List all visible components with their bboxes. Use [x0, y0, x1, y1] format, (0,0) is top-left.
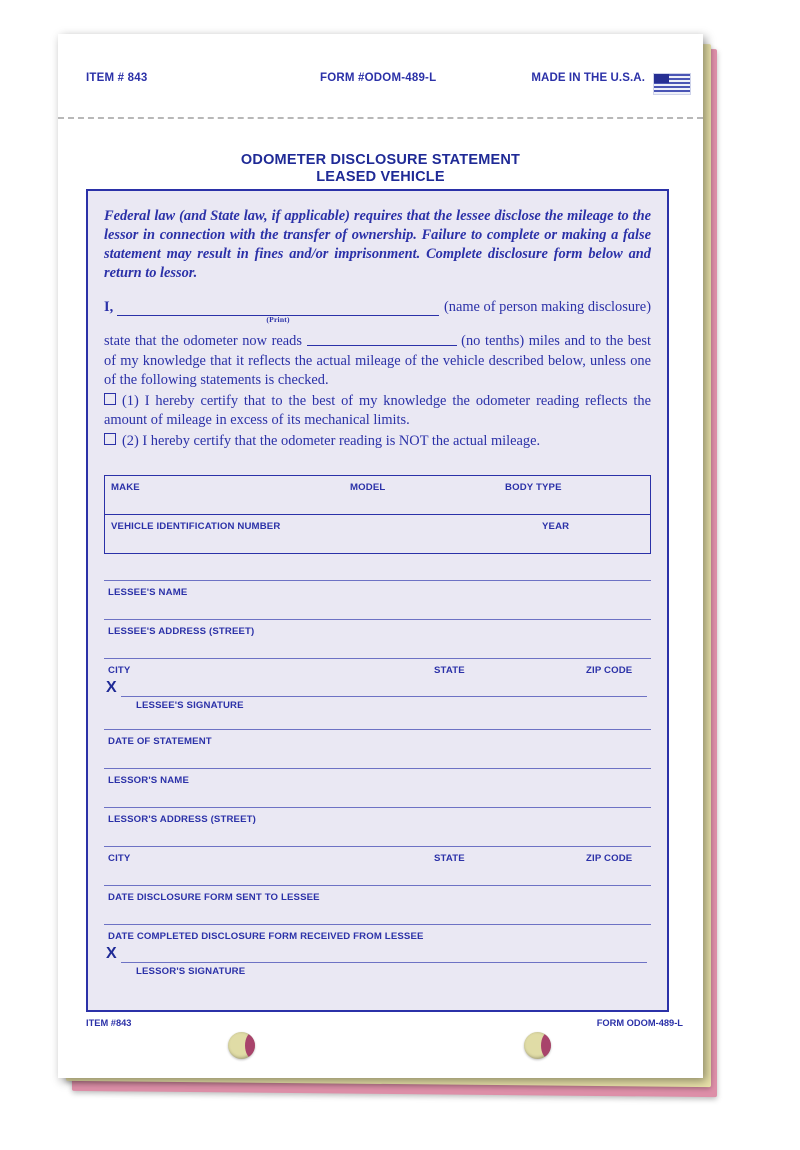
field-lessor-city-state-zip[interactable] [104, 846, 651, 885]
page-top-strip [58, 34, 703, 117]
vehicle-vin-label: VEHICLE IDENTIFICATION NUMBER [111, 521, 281, 532]
vehicle-year-label: YEAR [542, 521, 570, 532]
flag-canton [654, 74, 669, 83]
made-in-usa-label: MADE IN THE U.S.A. [531, 72, 645, 84]
checkbox-option-2[interactable] [104, 433, 116, 445]
field-date-of-statement[interactable] [104, 729, 651, 768]
odometer-statement-prefix: state that the odometer now reads [104, 333, 302, 349]
field-date-received-label: DATE COMPLETED DISCLOSURE FORM RECEIVED FROM LESSEE [108, 931, 424, 942]
odometer-statement-text [104, 332, 651, 391]
page-title-line-1: ODOMETER DISCLOSURE STATEMENT [240, 152, 521, 168]
header-row [58, 72, 703, 90]
lessee-signature-rule [121, 696, 647, 697]
odometer-statement-suffix: (no tenths) miles and to the best of my knowledge that it reflects the actual mileage of the vehicle described below, unless one of the following statements is checked. [104, 333, 651, 388]
checkbox-option-1[interactable] [104, 393, 116, 405]
perforation-line [58, 117, 703, 119]
vehicle-information-table [104, 475, 651, 554]
disclosure-name-suffix: (name of person making disclosure) [443, 299, 651, 315]
legal-notice-text: Federal law (and State law, if applicable) requires that the lessee disclose the mileage to the lessor in connection with the transfer of ownership. Failure to complete or making a false statement may result in fines and/or imprisonment. Complete disclosure form below and return to lessor. [104, 208, 651, 281]
footer-form-number: FORM ODOM-489-L [596, 1018, 683, 1028]
field-lessor-signature[interactable] [104, 945, 651, 981]
field-date-received-from-lessee[interactable] [104, 924, 651, 947]
page-footer [86, 1018, 683, 1032]
certification-option-2-label: (2) I hereby certify that the odometer reading is NOT the actual mileage. [122, 432, 541, 449]
header-item-number: ITEM # 843 [86, 72, 148, 84]
field-lessor-name[interactable] [104, 768, 651, 807]
field-lessor-name-label: LESSOR'S NAME [108, 775, 189, 786]
form-body-box [86, 189, 669, 1012]
field-date-of-statement-label: DATE OF STATEMENT [108, 736, 212, 747]
field-lessee-signature-label: LESSEE'S SIGNATURE [136, 700, 244, 711]
certification-option-1[interactable] [104, 392, 651, 431]
lessor-signature-rule [121, 962, 647, 963]
page-title [58, 152, 703, 186]
form-page [58, 34, 703, 1078]
vehicle-model-label: MODEL [350, 482, 386, 493]
certification-option-1-label: (1) I hereby certify that to the best of my knowledge the odometer reading reflects the amount of mileage in excess of its mechanical limits. [104, 392, 651, 428]
punch-hole-left [228, 1032, 255, 1059]
field-date-sent-to-lessee[interactable] [104, 885, 651, 924]
odometer-reading-input[interactable] [307, 332, 457, 346]
vehicle-body-type-label: BODY TYPE [505, 482, 562, 493]
us-flag-icon [653, 73, 691, 95]
signature-fields-group [104, 580, 651, 981]
field-lessor-city-label: CITY [108, 853, 131, 864]
table-row [105, 515, 650, 553]
field-lessee-name[interactable] [104, 580, 651, 619]
page-title-line-2: LEASED VEHICLE [316, 169, 445, 185]
header-form-number: FORM #ODOM-489-L [320, 72, 437, 84]
field-lessor-zip-label: ZIP CODE [586, 853, 633, 864]
field-lessor-signature-label: LESSOR'S SIGNATURE [136, 966, 246, 977]
lessee-signature-x-mark: X [106, 679, 117, 696]
field-lessee-signature[interactable] [104, 679, 651, 715]
lessor-signature-x-mark: X [106, 945, 117, 962]
field-lessee-city-label: CITY [108, 665, 131, 676]
table-row [105, 476, 650, 515]
field-lessor-address[interactable] [104, 807, 651, 846]
field-lessor-state-label: STATE [434, 853, 465, 864]
field-lessor-address-label: LESSOR'S ADDRESS (STREET) [108, 814, 256, 825]
field-lessee-city-state-zip[interactable] [104, 658, 651, 681]
field-lessee-name-label: LESSEE'S NAME [108, 587, 188, 598]
disclosure-name-line [104, 299, 651, 324]
field-lessee-zip-label: ZIP CODE [586, 665, 633, 676]
field-lessee-state-label: STATE [434, 665, 465, 676]
i-label: I, [104, 299, 114, 315]
certification-option-2[interactable] [104, 432, 651, 452]
field-date-sent-label: DATE DISCLOSURE FORM SENT TO LESSEE [108, 892, 320, 903]
field-lessee-address-label: LESSEE'S ADDRESS (STREET) [108, 626, 255, 637]
vehicle-make-label: MAKE [111, 482, 140, 493]
punch-hole-right [524, 1032, 551, 1059]
print-hint-label: (Print) [266, 315, 290, 324]
field-lessee-address[interactable] [104, 619, 651, 658]
footer-item-number: ITEM #843 [86, 1018, 132, 1028]
disclosure-name-input[interactable] [117, 300, 439, 324]
